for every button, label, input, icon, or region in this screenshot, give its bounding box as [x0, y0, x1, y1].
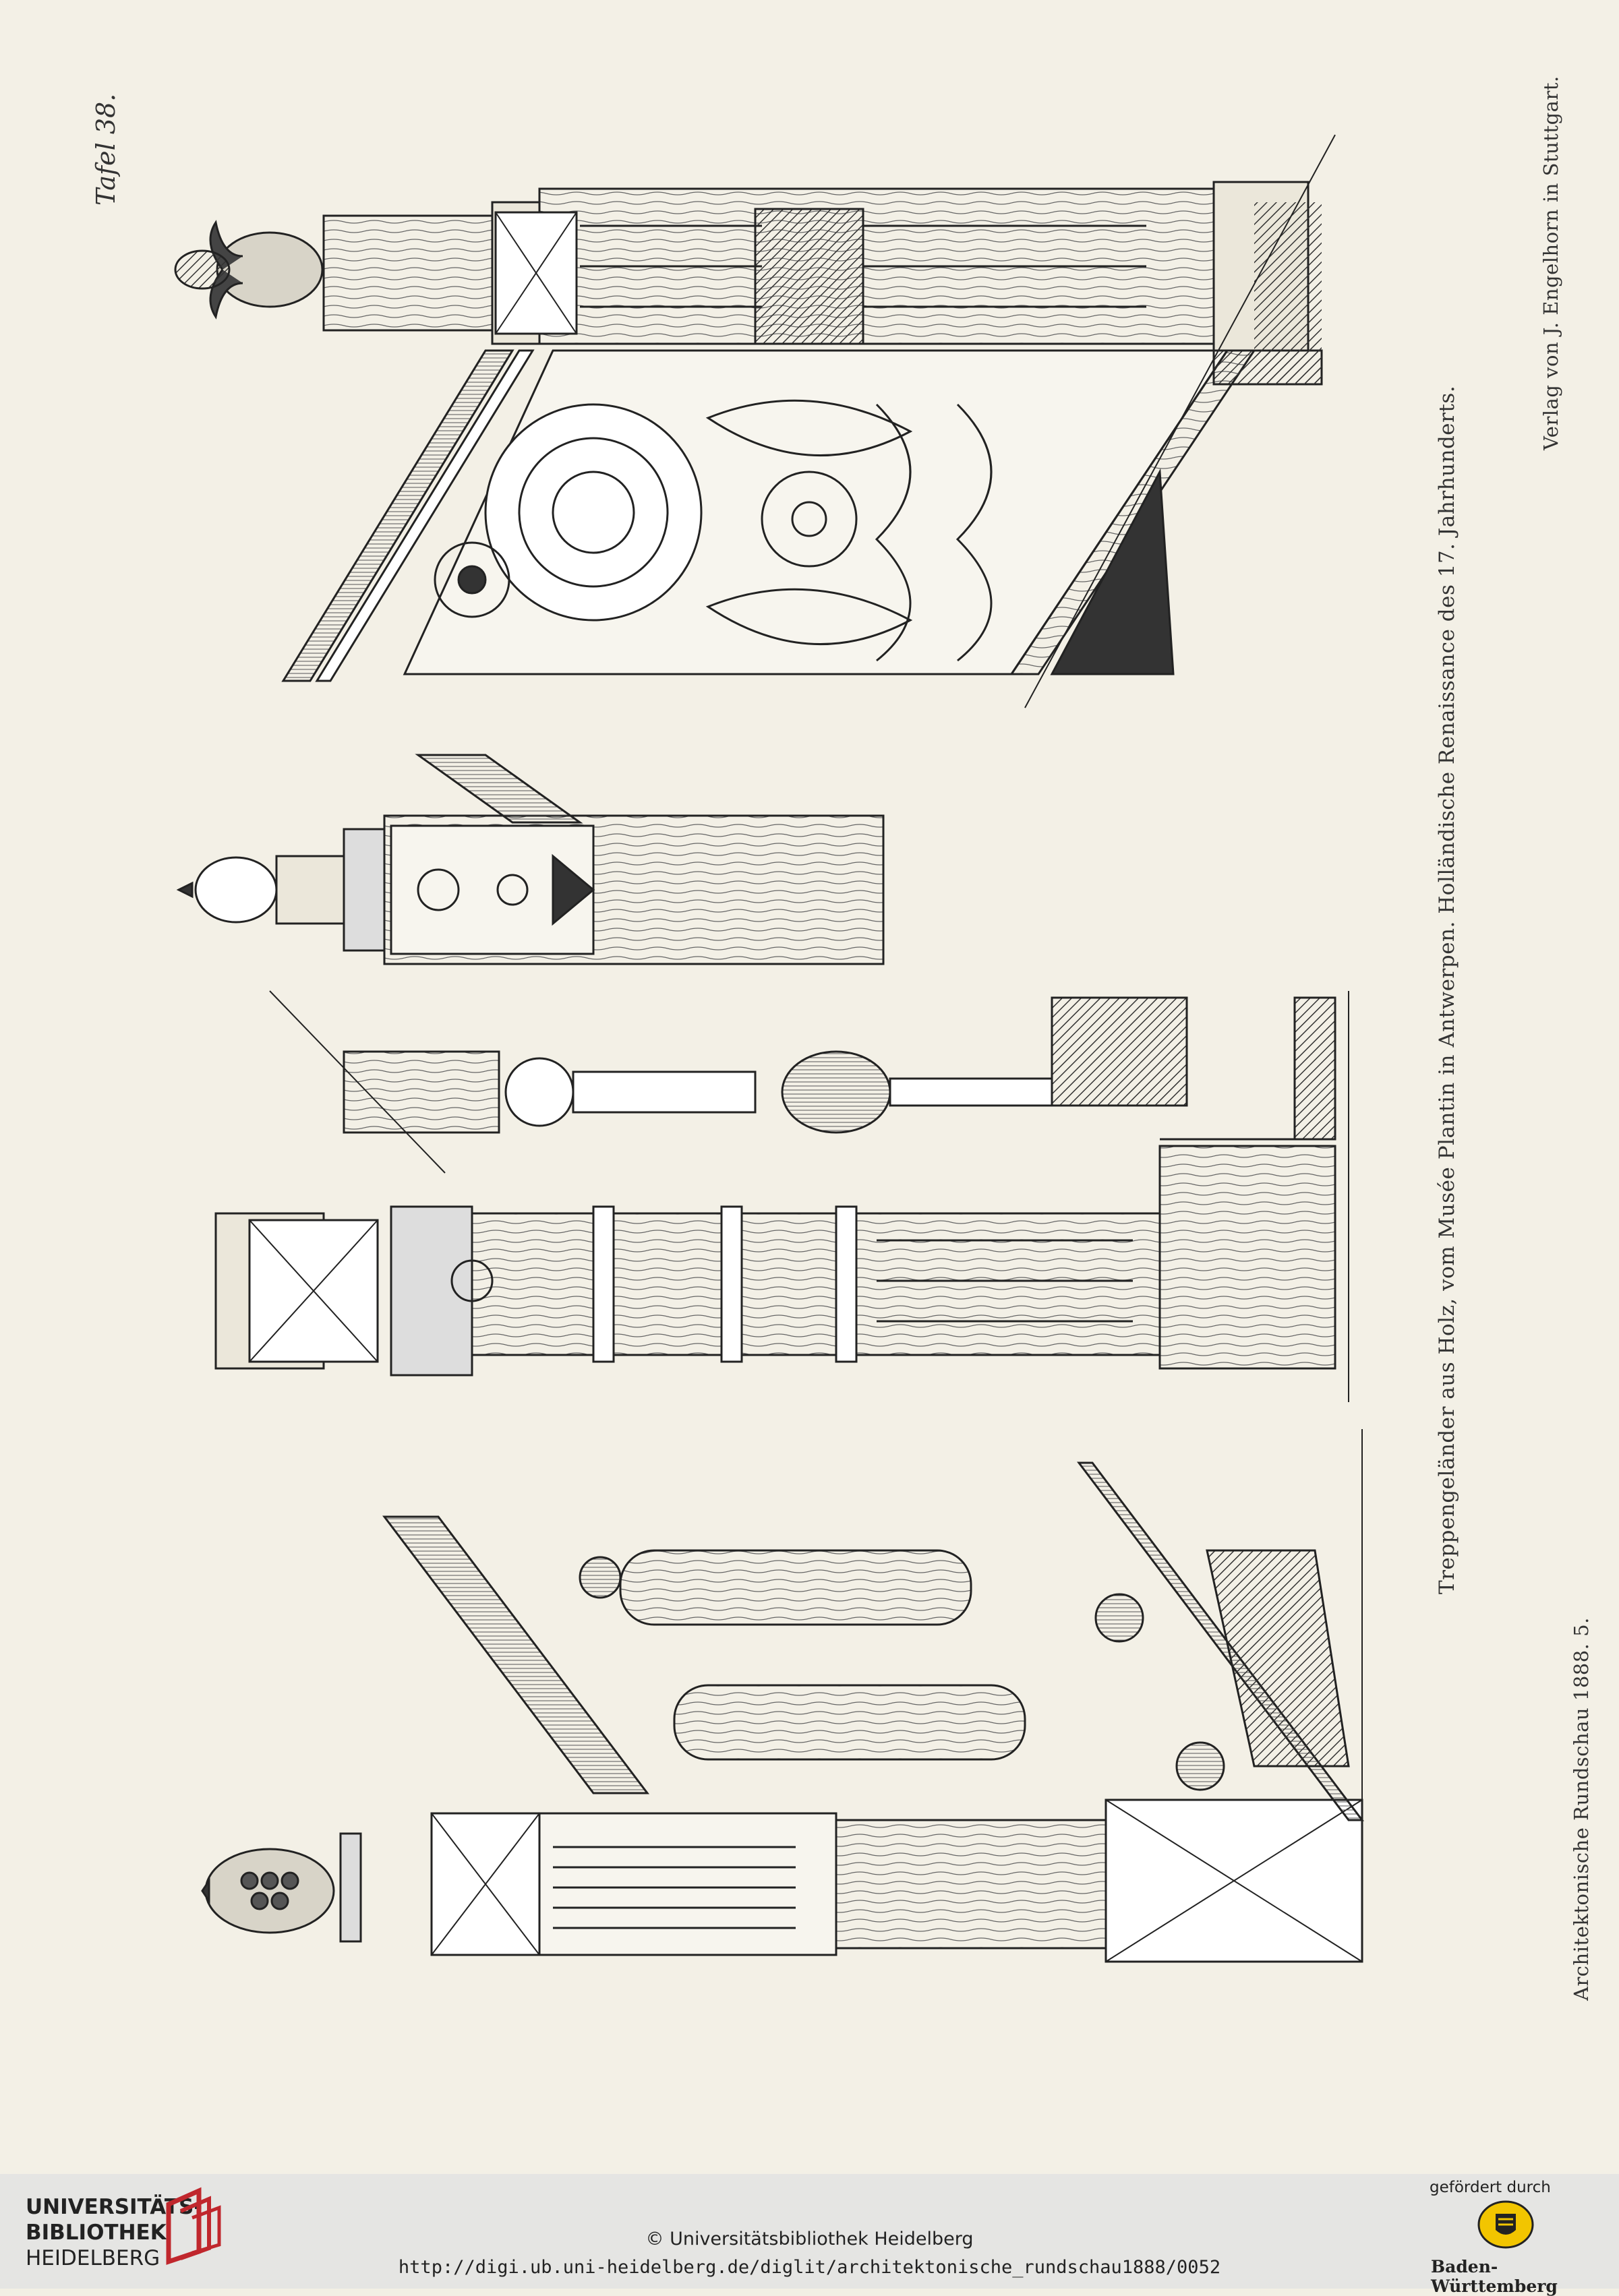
library-name-line2: BIBLIOTHEK [26, 2221, 167, 2245]
sponsor-name: Baden-Württemberg [1431, 2257, 1558, 2296]
drawing-angled-railing [202, 1429, 1362, 1962]
library-name-line3: HEIDELBERG [26, 2246, 160, 2270]
acorn-finial-icon [175, 222, 322, 317]
journal-citation: Architektonische Rundschau 1888. 5. [1570, 1617, 1593, 2001]
baden-wuerttemberg-seal-icon [1477, 2199, 1535, 2250]
publisher-line: Verlag von J. Engelhorn in Stuttgart. [1539, 75, 1562, 450]
drawing-carved-panel-railing [175, 135, 1335, 708]
plate-caption: Treppengeländer aus Holz, vom Musée Plantin in Antwerpen. Holländische Renaissance des 17. Jahrhunderts. [1435, 385, 1459, 1594]
drawing-turned-baluster-railing [216, 991, 1349, 1402]
drawing-newel-post [179, 755, 883, 964]
pomegranate-finial-icon [202, 1849, 334, 1933]
permalink[interactable]: http://digi.ub.uni-heidelberg.de/diglit/architektonische_rundschau1888/0052 [398, 2257, 1221, 2278]
sponsor-label: gefördert durch [1430, 2179, 1551, 2196]
library-logo-icon [162, 2184, 229, 2265]
plate-number: Tafel 38. [91, 93, 121, 206]
library-name-line1: UNIVERSITÄTS- [26, 2195, 203, 2219]
copyright-notice: © Universitätsbibliothek Heidelberg [645, 2229, 974, 2249]
